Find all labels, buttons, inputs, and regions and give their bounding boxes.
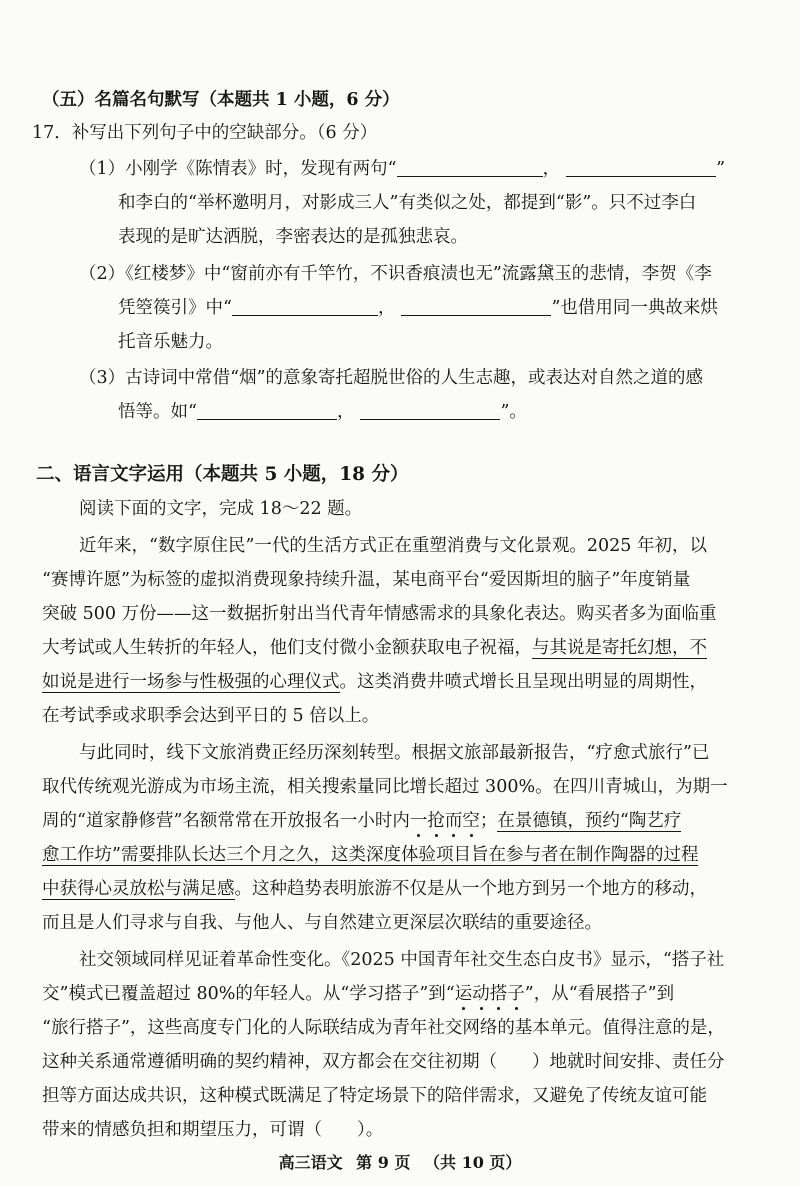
section-two-heading: 二、语言文字运用（本题共 5 小题，18 分） [36, 464, 409, 485]
para2-line3 [42, 809, 792, 833]
comma: ， [336, 402, 355, 422]
para3-line2-tail: ”，从“看展搭子”到 [524, 984, 675, 1004]
q17-item3-text: 悟等。如“ [118, 402, 197, 422]
para1-line5-text: 。这类消费井喷式增长且呈现出明显的周期性， [339, 672, 707, 692]
footer-subject: 高三语文 [278, 1153, 343, 1172]
para2-line2: 取代传统观光游成为市场主流，相关搜索量同比增长超过 300%。在四川青城山，为期一 [42, 777, 728, 797]
para1-line1: 近年来，“数字原住民”一代的生活方式正在重塑消费与文化景观。2025 年初，以 [79, 536, 707, 556]
q17-item3-line2 [118, 400, 792, 424]
q17-item3-line1: （3）古诗词中常借“烟”的意象寄托超脱世俗的人生志趣，或表达对自然之道的感 [79, 368, 704, 388]
reading-instruction: 阅读下面的文字，完成 18～22 题。 [79, 499, 363, 519]
answer-blank[interactable] [360, 401, 500, 420]
q17-item2-text: 凭箜篌引》中“ [118, 298, 232, 318]
q17-item3-tail: ”。 [500, 402, 527, 422]
para3-line3: “旅行搭子”，这些高度专门化的人际联结成为青年社交网络的基本单元。值得注意的是， [42, 1018, 725, 1038]
comma: ， [377, 298, 396, 318]
underlined-sentence: 与其说是寄托幻想，不 [532, 638, 707, 658]
underlined-sentence: 愈工作坊”需要排队长达三个月之久，这类深度体验项目旨在参与者在制作陶器的过程 [42, 845, 699, 865]
page-footer [0, 1150, 800, 1173]
para3-line2 [42, 982, 792, 1006]
para1-line5 [42, 670, 792, 694]
para1-line3: 突破 500 万份——这一数据折射出当代青年情感需求的具象化表达。购买者多为面临重 [42, 604, 717, 624]
para1-line4-text: 大考试或人生转折的年轻人，他们支付微小金额获取电子祝福， [42, 638, 532, 658]
answer-blank[interactable] [232, 297, 378, 316]
q17-item2-line1: （2）《红楼梦》中“窗前亦有千竿竹，不识香痕渍也无”流露黛玉的悲情，李贺《李 [79, 264, 712, 284]
dotted-phrase: 一抢而空 [409, 811, 480, 831]
footer-page: 第 9 页 [356, 1153, 411, 1172]
dotted-phrase: 运动搭子 [454, 984, 525, 1004]
para1-line2: “赛博许愿”为标签的虚拟消费现象持续升温，某电商平台“爱因斯坦的脑子”年度销量 [42, 570, 691, 590]
para2-line1: 与此同时，线下文旅消费正经历深刻转型。根据文旅部最新报告，“疗愈式旅行”已 [79, 743, 710, 763]
answer-blank[interactable] [397, 158, 543, 177]
underlined-sentence: 中获得心灵放松与满足感 [42, 879, 235, 899]
q17-item2-line2 [118, 296, 792, 320]
para3-line1: 社交领域同样见证着革命性变化。《2025 中国青年社交生态白皮书》显示，“搭子社 [79, 950, 725, 970]
para1-line6: 在考试季或求职季会达到平日的 5 倍以上。 [42, 706, 380, 726]
underlined-sentence: 在景德镇，预约“陶艺疗 [497, 811, 682, 831]
section-five-heading: （五）名篇名句默写（本题共 1 小题，6 分） [42, 90, 400, 110]
q17-item1-text: （1）小刚学《陈情表》时，发现有两句“ [79, 159, 397, 179]
q17-item1-line3: 表现的是旷达洒脱，李密表达的是孤独悲哀。 [118, 227, 468, 247]
para2-line3-text: 周的“道家静修营”名额常常在开放报名一小时内 [42, 811, 410, 831]
question-17-stem: 17．补写出下列句子中的空缺部分。（6 分） [32, 123, 378, 143]
q17-item1-line2: 和李白的“举杯邀明月，对影成三人”有类似之处，都提到“影”。只不过李白 [118, 193, 697, 213]
para1-line4 [42, 636, 792, 660]
quote-end: ” [716, 159, 726, 179]
para3-line2-text: 交”模式已覆盖超过 80%的年轻人。从“学习搭子”到“ [42, 984, 455, 1004]
para3-line5: 担等方面达成共识，这种模式既满足了特定场景下的陪伴需求，又避免了传统友谊可能 [42, 1086, 707, 1106]
q17-item2-line3: 托音乐魅力。 [118, 332, 223, 352]
comma: ， [542, 159, 561, 179]
underlined-sentence: 如说是进行一场参与性极强的心理仪式 [42, 672, 340, 692]
para2-line4 [42, 843, 792, 867]
q17-item2-tail: ”也借用同一典故来烘 [551, 298, 718, 318]
para2-line5-text: 。这种趋势表明旅游不仅是从一个地方到另一个地方的移动， [234, 879, 707, 899]
answer-blank[interactable] [566, 158, 716, 177]
answer-blank[interactable] [401, 297, 551, 316]
footer-total: （共 10 页） [424, 1153, 522, 1172]
para3-line4: 这种关系通常遵循明确的契约精神，双方都会在交往初期（ ）地就时间安排、责任分 [42, 1052, 725, 1072]
para3-line6: 带来的情感负担和期望压力，可谓（ ）。 [42, 1120, 384, 1140]
q17-item1-line1 [79, 157, 792, 181]
answer-blank[interactable] [197, 401, 337, 420]
semicolon: ； [479, 811, 498, 831]
para2-line5 [42, 877, 792, 901]
para2-line6: 而且是人们寻求与自我、与他人、与自然建立更深层次联结的重要途径。 [42, 913, 602, 933]
